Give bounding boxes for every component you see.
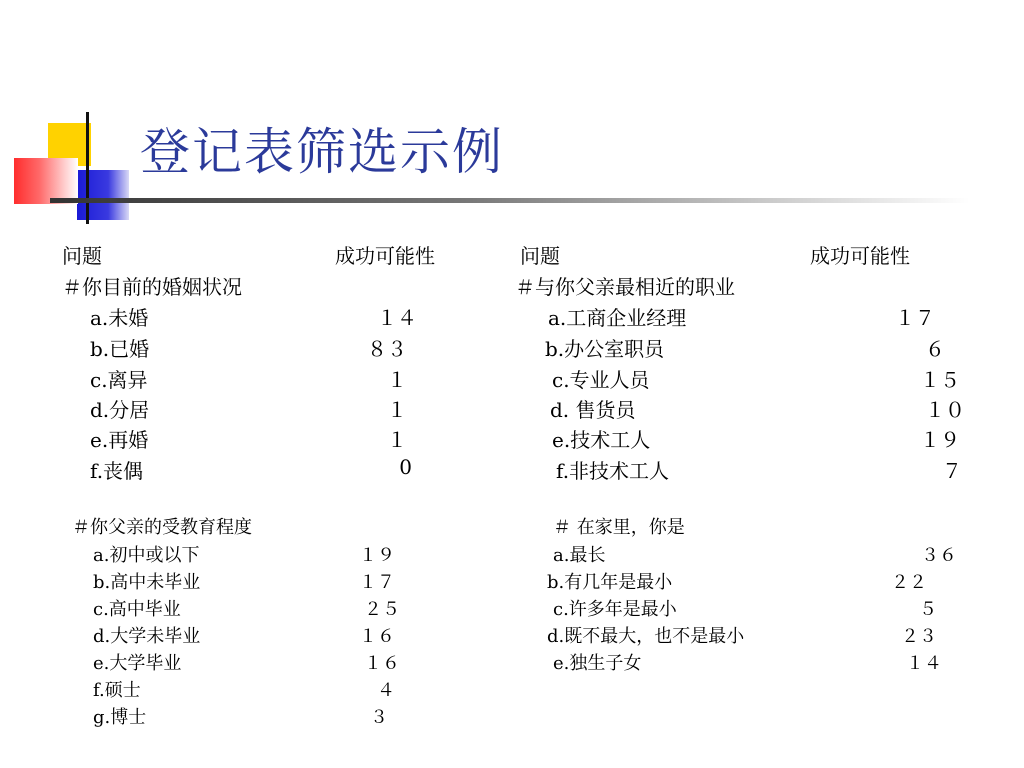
right-header-rate: 成功可能性: [810, 244, 910, 268]
list-item-label: e.再婚: [90, 428, 149, 452]
list-item-value: １６: [359, 626, 395, 647]
list-item-value: １４: [377, 306, 417, 330]
list-item-label: b.有几年是最小: [547, 572, 673, 593]
list-item-label: d.既不最大，也不是最小: [547, 626, 745, 647]
list-item-label: g.博士: [93, 707, 147, 728]
list-item-value: １０: [925, 398, 965, 422]
q1-title: ＃你目前的婚姻状况: [62, 275, 242, 299]
list-item-label: d.分居: [90, 398, 150, 422]
left-header-question: 问题: [62, 244, 102, 268]
list-item-value: １９: [359, 545, 395, 566]
list-item-label: a.未婚: [90, 306, 149, 330]
list-item-value: ５: [919, 599, 937, 620]
list-item-value: ２２: [891, 572, 927, 593]
list-item-label: f.硕士: [93, 680, 141, 701]
list-item-label: a.最长: [553, 545, 606, 566]
list-item-value: ２３: [901, 626, 937, 647]
list-item-label: d. 售货员: [550, 398, 636, 422]
list-item-value: ２５: [364, 599, 400, 620]
list-item-label: e.大学毕业: [93, 653, 182, 674]
list-item-value: １: [387, 428, 407, 452]
list-item-label: f.丧偶: [90, 459, 144, 483]
q2-title: ＃与你父亲最相近的职业: [515, 275, 735, 299]
list-item-value: ４: [377, 680, 395, 701]
left-header-rate: 成功可能性: [335, 244, 435, 268]
list-item-value: ３６: [921, 545, 957, 566]
logo-blue-square: [77, 170, 129, 220]
list-item-label: d.大学未毕业: [93, 626, 201, 647]
list-item-label: e.技术工人: [552, 428, 651, 452]
list-item-label: a.工商企业经理: [548, 306, 687, 330]
list-item-label: c.高中毕业: [93, 599, 181, 620]
list-item-value: ８３: [367, 337, 407, 361]
q4-title: ＃ 在家里，你是: [553, 517, 685, 538]
list-item-value: １５: [920, 368, 960, 392]
list-item-label: e.独生子女: [553, 653, 642, 674]
list-item-value: １６: [364, 653, 400, 674]
list-item-value: １: [387, 398, 407, 422]
q3-title: ＃你父亲的受教育程度: [72, 517, 252, 538]
list-item-label: c.离异: [90, 368, 148, 392]
list-item-value: １: [387, 368, 407, 392]
list-item-value: １７: [359, 572, 395, 593]
list-item-label: b.高中未毕业: [93, 572, 201, 593]
list-item-value: ６: [925, 337, 945, 361]
logo-vertical-line: [86, 112, 89, 224]
list-item-value: ７: [942, 459, 962, 483]
right-header-question: 问题: [520, 244, 560, 268]
list-item-label: f.非技术工人: [556, 459, 670, 483]
list-item-value: 0: [399, 455, 412, 479]
list-item-value: １４: [906, 653, 942, 674]
list-item-label: b.已婚: [90, 337, 150, 361]
list-item-value: ３: [370, 707, 388, 728]
list-item-label: a.初中或以下: [93, 545, 200, 566]
title-underline: [50, 198, 970, 203]
list-item-label: c.许多年是最小: [553, 599, 677, 620]
list-item-label: c.专业人员: [552, 368, 650, 392]
list-item-label: b.办公室职员: [545, 337, 665, 361]
list-item-value: １９: [920, 428, 960, 452]
slide-title: 登记表筛选示例: [140, 123, 504, 181]
list-item-value: １７: [895, 306, 935, 330]
